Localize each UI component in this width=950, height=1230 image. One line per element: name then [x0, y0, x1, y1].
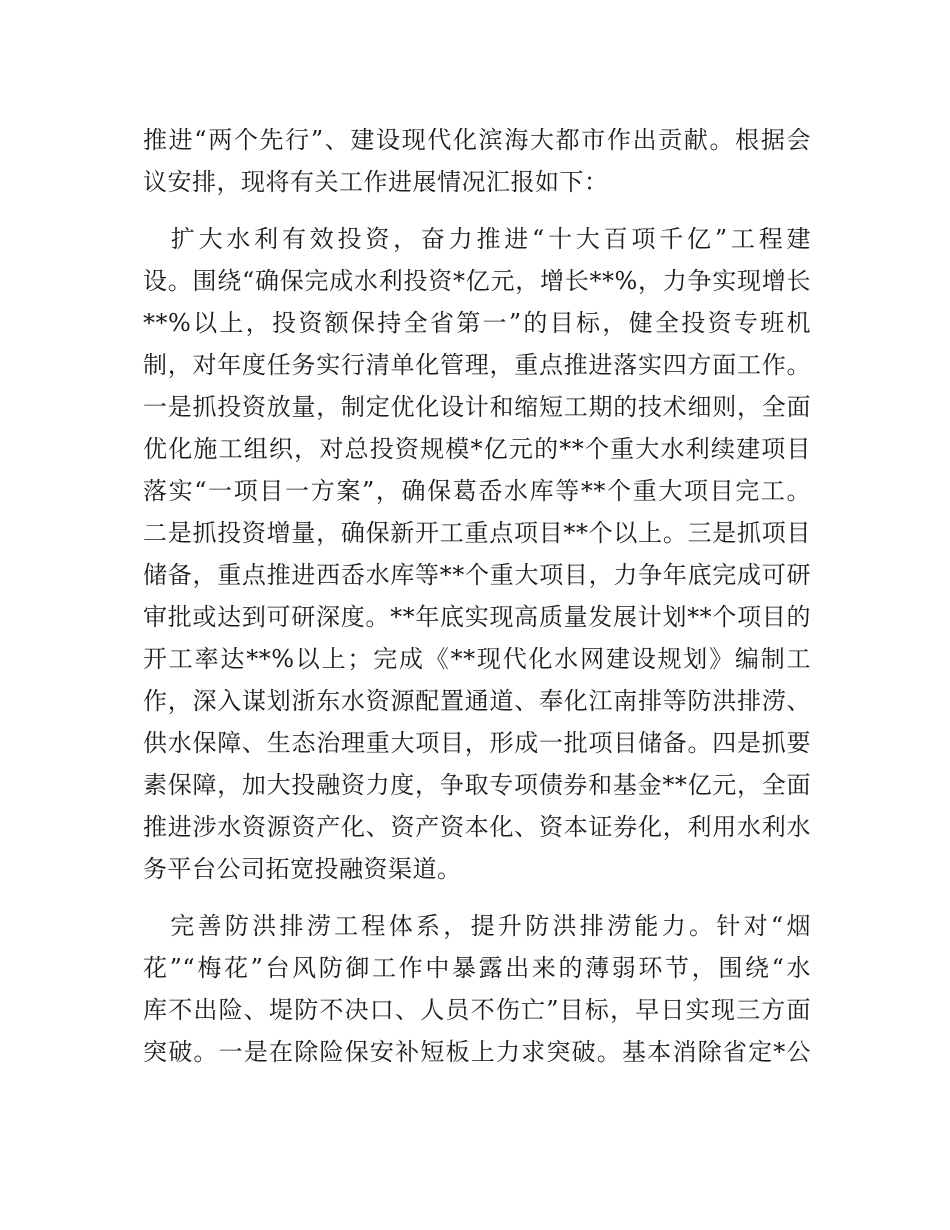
text-line: 制，对年度任务实行清单化管理，重点推进落实四方面工作。	[143, 351, 811, 379]
text-line: 务平台公司拓宽投融资渠道。	[143, 855, 462, 883]
text-line: 议安排，现将有关工作进展情况汇报如下：	[143, 168, 609, 196]
paragraph-flood-control	[143, 905, 811, 1073]
text-line: 推进“两个先行”、建设现代化滨海大都市作出贡献。根据会	[143, 126, 811, 154]
text-line: 开工率达**%以上；完成《**现代化水网建设规划》编制工	[143, 645, 811, 673]
text-line: 完善防洪排涝工程体系，提升防洪排涝能力。针对“烟	[143, 912, 811, 940]
text-line: 一是抓投资放量，制定优化设计和缩短工期的技术细则，全面	[143, 393, 811, 421]
text-line: 审批或达到可研深度。**年底实现高质量发展计划**个项目的	[143, 603, 811, 631]
document-body	[143, 119, 811, 1073]
text-line: 扩大水利有效投资，奋力推进“十大百项千亿”工程建	[143, 225, 811, 253]
paragraph-spacer	[143, 890, 811, 905]
text-line: 突破。一是在除险保安补短板上力求突破。基本消除省定*公	[143, 1038, 811, 1066]
text-line: 储备，重点推进西岙水库等**个重大项目，力争年底完成可研	[143, 561, 811, 589]
text-line: **%以上，投资额保持全省第一”的目标，健全投资专班机	[143, 309, 811, 337]
paragraph-spacer	[143, 203, 811, 218]
paragraph-investment	[143, 218, 811, 890]
text-line: 库不出险、堤防不决口、人员不伤亡”目标，早日实现三方面	[143, 996, 811, 1024]
text-line: 设。围绕“确保完成水利投资*亿元，增长**%，力争实现增长	[143, 267, 811, 295]
text-line: 推进涉水资源资产化、资产资本化、资本证券化，利用水利水	[143, 813, 811, 841]
text-line: 花”“梅花”台风防御工作中暴露出来的薄弱环节，围绕“水	[143, 954, 811, 982]
paragraph-intro	[143, 119, 811, 203]
text-line: 二是抓投资增量，确保新开工重点项目**个以上。三是抓项目	[143, 519, 811, 547]
text-line: 落实“一项目一方案”，确保葛岙水库等**个重大项目完工。	[143, 477, 811, 505]
text-line: 供水保障、生态治理重大项目，形成一批项目储备。四是抓要	[143, 729, 811, 757]
text-line: 作，深入谋划浙东水资源配置通道、奉化江南排等防洪排涝、	[143, 687, 811, 715]
text-line: 素保障，加大投融资力度，争取专项债券和基金**亿元，全面	[143, 771, 811, 799]
text-line: 优化施工组织，对总投资规模*亿元的**个重大水利续建项目	[143, 435, 811, 463]
